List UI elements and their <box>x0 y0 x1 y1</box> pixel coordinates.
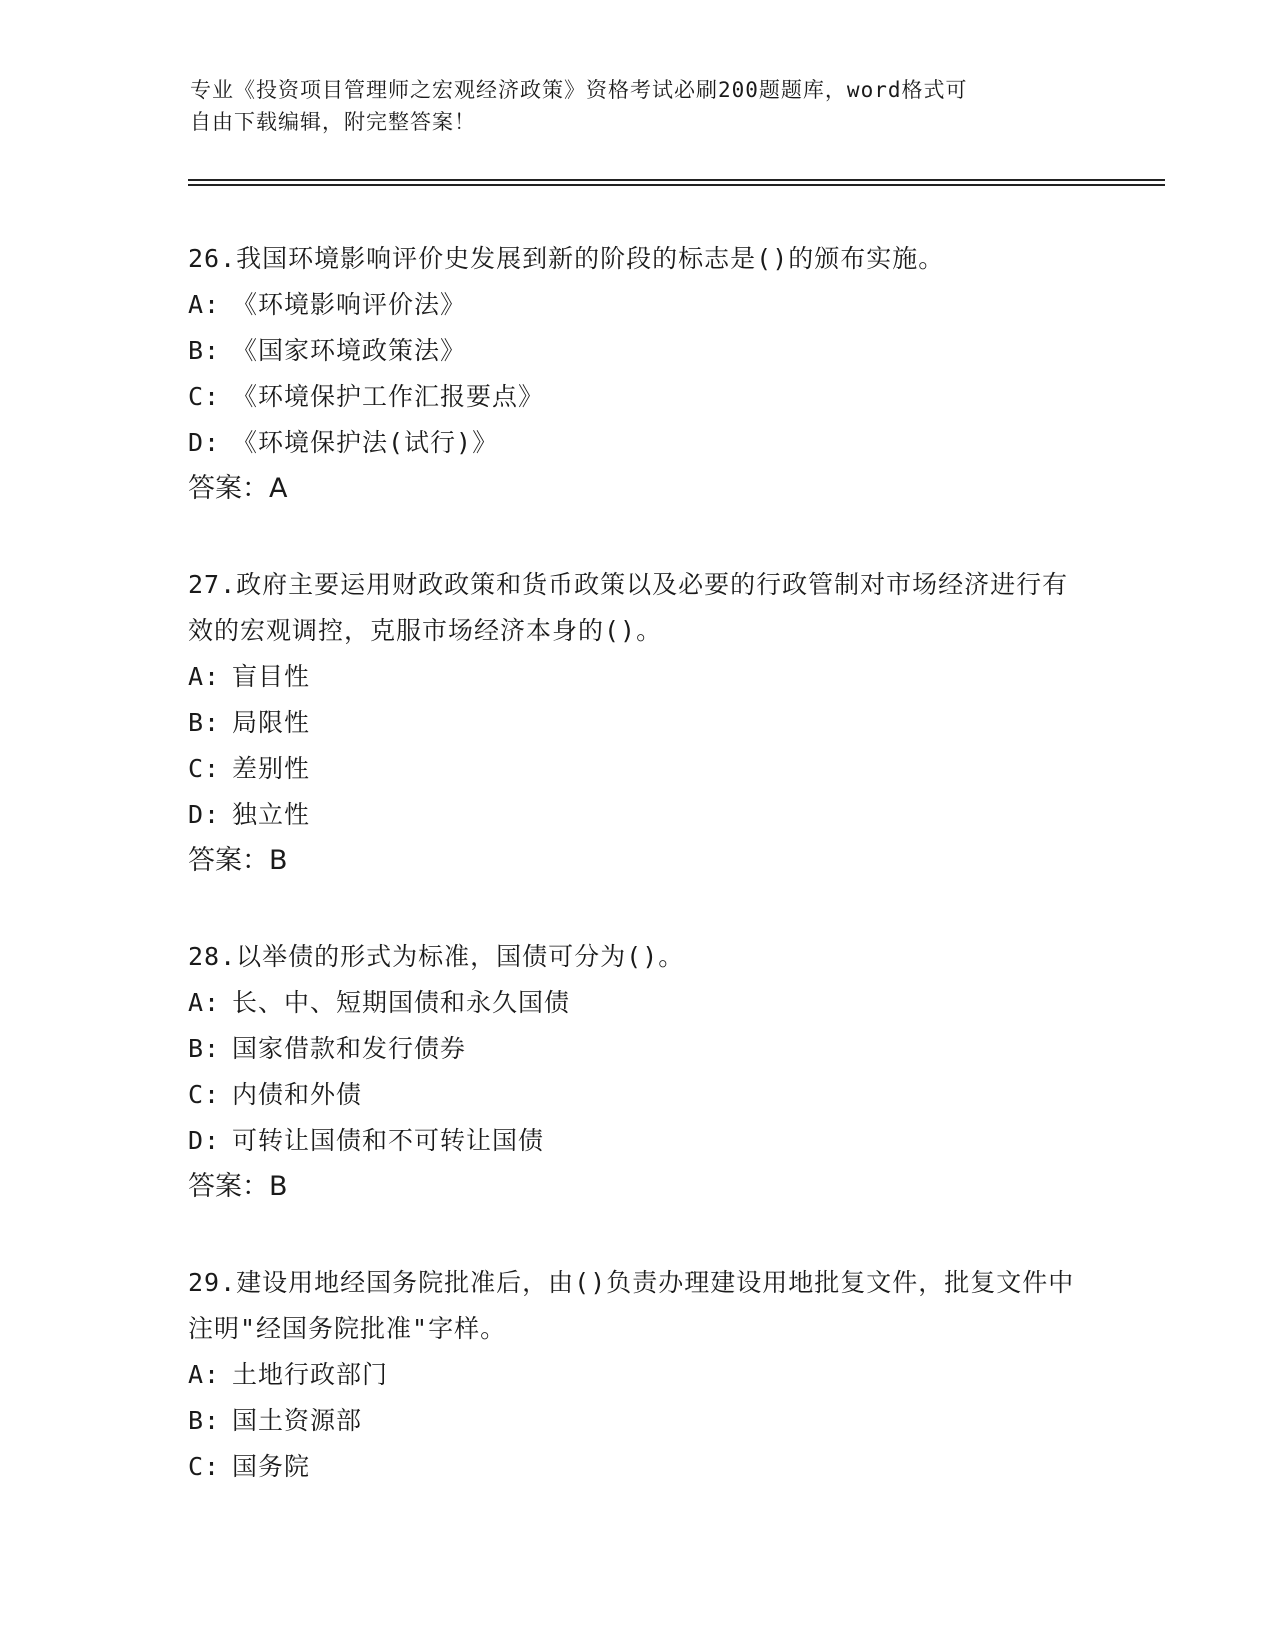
header-line-1: 专业《投资项目管理师之宏观经济政策》资格考试必刷200题题库，word格式可 <box>190 78 968 102</box>
option-b <box>188 1026 1088 1072</box>
option-letter: A: <box>188 662 221 691</box>
option-a <box>188 1352 1088 1398</box>
option-text: 差别性 <box>232 754 311 783</box>
option-b <box>188 1398 1088 1444</box>
option-a <box>188 282 1088 328</box>
option-text: 内债和外债 <box>232 1080 363 1109</box>
question-28 <box>188 934 1088 1210</box>
question-29 <box>188 1260 1088 1490</box>
option-text: 土地行政部门 <box>232 1360 389 1389</box>
option-text: 国务院 <box>232 1452 311 1481</box>
option-letter: B: <box>188 1406 221 1435</box>
header-divider-bottom <box>188 184 1165 186</box>
option-c <box>188 1444 1088 1490</box>
option-letter: C: <box>188 382 221 411</box>
option-text: 国家借款和发行债券 <box>232 1034 467 1063</box>
option-text: 国土资源部 <box>232 1406 363 1435</box>
option-a <box>188 980 1088 1026</box>
question-list <box>188 236 1088 1540</box>
option-letter: A: <box>188 1360 221 1389</box>
header-divider-top <box>188 179 1165 181</box>
option-b <box>188 700 1088 746</box>
document-header <box>190 74 1070 138</box>
option-letter: B: <box>188 708 221 737</box>
question-stem: 27.政府主要运用财政政策和货币政策以及必要的行政管制对市场经济进行有效的宏观调控，克服市场经济本身的()。 <box>188 570 1069 645</box>
question-27 <box>188 562 1088 884</box>
option-d <box>188 420 1088 466</box>
option-text: 长、中、短期国债和永久国债 <box>232 988 571 1017</box>
option-c <box>188 746 1088 792</box>
option-d <box>188 792 1088 838</box>
option-letter: A: <box>188 988 221 1017</box>
option-text: 盲目性 <box>232 662 311 691</box>
option-c <box>188 374 1088 420</box>
option-d <box>188 1118 1088 1164</box>
option-text: 独立性 <box>232 800 311 829</box>
option-text: 可转让国债和不可转让国债 <box>232 1126 545 1155</box>
option-c <box>188 1072 1088 1118</box>
option-letter: C: <box>188 1452 221 1481</box>
option-letter: C: <box>188 1080 221 1109</box>
option-text: 《国家环境政策法》 <box>232 336 467 365</box>
option-letter: C: <box>188 754 221 783</box>
question-stem: 29.建设用地经国务院批准后，由()负责办理建设用地批复文件，批复文件中注明"经国务院批准"字样。 <box>188 1268 1075 1343</box>
option-a <box>188 654 1088 700</box>
header-line-2: 自由下载编辑，附完整答案！ <box>190 110 476 134</box>
option-letter: B: <box>188 336 221 365</box>
answer-line: 答案：A <box>188 473 288 504</box>
option-text: 《环境保护工作汇报要点》 <box>232 382 545 411</box>
option-letter: D: <box>188 800 221 829</box>
option-letter: D: <box>188 1126 221 1155</box>
option-text: 《环境保护法(试行)》 <box>232 428 499 457</box>
option-letter: A: <box>188 290 221 319</box>
question-26 <box>188 236 1088 512</box>
option-b <box>188 328 1088 374</box>
option-letter: B: <box>188 1034 221 1063</box>
question-stem: 28.以举债的形式为标准，国债可分为()。 <box>188 942 685 971</box>
option-text: 《环境影响评价法》 <box>232 290 467 319</box>
answer-line: 答案：B <box>188 845 288 876</box>
option-letter: D: <box>188 428 221 457</box>
answer-line: 答案：B <box>188 1171 288 1202</box>
option-text: 局限性 <box>232 708 311 737</box>
question-stem: 26.我国环境影响评价史发展到新的阶段的标志是()的颁布实施。 <box>188 244 945 273</box>
